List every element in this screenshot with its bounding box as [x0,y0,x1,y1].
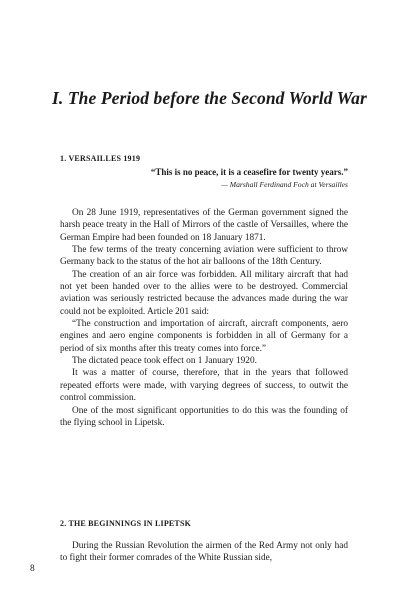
section-body-versailles [60,207,348,429]
body-paragraph: “The construction and importation of aircraft, aircraft components, aero engines and aero engine components is forbidden in all of Germany for a period of six months after this treaty comes into force.” [60,319,348,354]
epigraph-quote: “This is no peace, it is a ceasefire for twenty years.” [150,167,348,177]
chapter-title: I. The Period before the Second World War [52,88,367,108]
body-paragraph: The dictated peace took effect on 1 January 1920. [72,356,257,367]
body-paragraph: During the Russian Revolution the airmen of the Red Army not only had to fight their former comrades of the White Russian side, [60,541,348,564]
body-paragraph: The creation of an air force was forbidden. All military aircraft that had not yet been handed over to the allies were to be destroyed. Commercial aviation was seriously restricted because the advances made during the war could not be exploited. Article 201 said: [60,269,348,317]
section-body-lipetsk [60,540,348,565]
body-paragraph: One of the most significant opportunities to do this was the founding of the flying school in Lipetsk. [60,405,348,428]
body-paragraph: On 28 June 1919, representatives of the German government signed the harsh peace treaty in the Hall of Mirrors of the castle of Versailles, where the German Empire had been founded on 18 January 1871. [60,208,348,243]
page-number: 8 [30,564,35,574]
body-paragraph: The few terms of the treaty concerning aviation were sufficient to throw Germany back to the status of the hot air balloons of the 18th Century. [60,245,348,268]
epigraph-attribution: — Marshall Ferdinand Foch at Versailles [221,180,348,189]
section-heading-lipetsk: 2. THE BEGINNINGS IN LIPETSK [60,519,192,528]
body-paragraph: It was a matter of course, therefore, that in the years that followed repeated efforts were made, with varying degrees of success, to outwit the control commission. [60,368,348,404]
section-heading-versailles: 1. VERSAILLES 1919 [60,154,141,163]
